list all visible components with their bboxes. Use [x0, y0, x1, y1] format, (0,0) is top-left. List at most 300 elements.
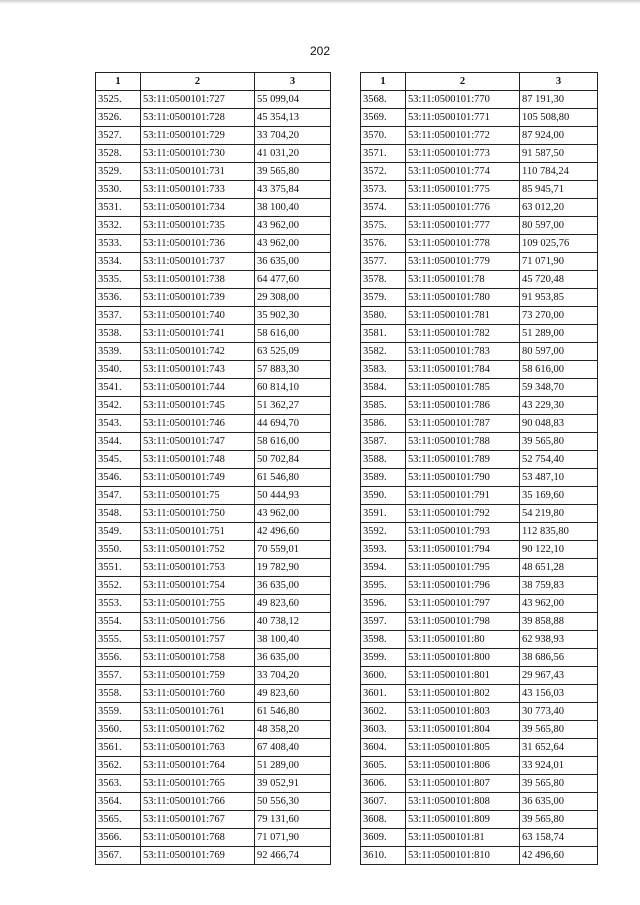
cadastral-value: 90 048,83 — [520, 415, 598, 433]
row-number: 3606. — [361, 775, 406, 793]
cadastral-value: 42 496,60 — [520, 847, 598, 865]
cadastral-number: 53:11:0500101:806 — [406, 757, 520, 775]
cadastral-value: 70 559,01 — [255, 541, 331, 559]
cadastral-value: 50 444,93 — [255, 487, 331, 505]
cadastral-value: 80 597,00 — [520, 217, 598, 235]
table-row — [96, 307, 331, 325]
table-row — [96, 613, 331, 631]
row-number: 3537. — [96, 307, 141, 325]
cadastral-table-right — [360, 72, 598, 865]
row-number: 3580. — [361, 307, 406, 325]
row-number: 3578. — [361, 271, 406, 289]
cadastral-number: 53:11:0500101:770 — [406, 91, 520, 109]
row-number: 3546. — [96, 469, 141, 487]
table-row — [96, 793, 331, 811]
cadastral-value: 33 924,01 — [520, 757, 598, 775]
table-row — [96, 181, 331, 199]
cadastral-number: 53:11:0500101:765 — [141, 775, 255, 793]
cadastral-number: 53:11:0500101:798 — [406, 613, 520, 631]
cadastral-value: 53 487,10 — [520, 469, 598, 487]
cadastral-number: 53:11:0500101:731 — [141, 163, 255, 181]
row-number: 3600. — [361, 667, 406, 685]
cadastral-value: 36 635,00 — [520, 793, 598, 811]
row-number: 3571. — [361, 145, 406, 163]
scan-top-edge — [0, 0, 640, 4]
cadastral-number: 53:11:0500101:782 — [406, 325, 520, 343]
cadastral-value: 19 782,90 — [255, 559, 331, 577]
cadastral-number: 53:11:0500101:730 — [141, 145, 255, 163]
row-number: 3539. — [96, 343, 141, 361]
cadastral-number: 53:11:0500101:771 — [406, 109, 520, 127]
cadastral-number: 53:11:0500101:735 — [141, 217, 255, 235]
cadastral-number: 53:11:0500101:775 — [406, 181, 520, 199]
cadastral-value: 39 565,80 — [520, 433, 598, 451]
table-row — [96, 127, 331, 145]
cadastral-number: 53:11:0500101:727 — [141, 91, 255, 109]
cadastral-number: 53:11:0500101:81 — [406, 829, 520, 847]
table-row — [96, 433, 331, 451]
cadastral-number: 53:11:0500101:787 — [406, 415, 520, 433]
row-number: 3544. — [96, 433, 141, 451]
cadastral-number: 53:11:0500101:793 — [406, 523, 520, 541]
row-number: 3599. — [361, 649, 406, 667]
cadastral-number: 53:11:0500101:743 — [141, 361, 255, 379]
row-number: 3554. — [96, 613, 141, 631]
cadastral-value: 40 738,12 — [255, 613, 331, 631]
cadastral-number: 53:11:0500101:803 — [406, 703, 520, 721]
row-number: 3562. — [96, 757, 141, 775]
row-number: 3549. — [96, 523, 141, 541]
cadastral-number: 53:11:0500101:737 — [141, 253, 255, 271]
cadastral-value: 36 635,00 — [255, 577, 331, 595]
row-number: 3585. — [361, 397, 406, 415]
cadastral-number: 53:11:0500101:766 — [141, 793, 255, 811]
cadastral-number: 53:11:0500101:734 — [141, 199, 255, 217]
cadastral-value: 43 375,84 — [255, 181, 331, 199]
cadastral-value: 112 835,80 — [520, 523, 598, 541]
cadastral-value: 45 354,13 — [255, 109, 331, 127]
table-row — [96, 271, 331, 289]
cadastral-value: 87 924,00 — [520, 127, 598, 145]
cadastral-number: 53:11:0500101:800 — [406, 649, 520, 667]
table-row — [361, 343, 598, 361]
cadastral-value: 36 635,00 — [255, 649, 331, 667]
table-row — [361, 379, 598, 397]
cadastral-value: 58 616,00 — [255, 325, 331, 343]
cadastral-value: 51 289,00 — [255, 757, 331, 775]
table-row — [96, 415, 331, 433]
row-number: 3581. — [361, 325, 406, 343]
table-row — [361, 649, 598, 667]
row-number: 3575. — [361, 217, 406, 235]
cadastral-value: 58 616,00 — [255, 433, 331, 451]
cadastral-number: 53:11:0500101:763 — [141, 739, 255, 757]
row-number: 3583. — [361, 361, 406, 379]
cadastral-number: 53:11:0500101:796 — [406, 577, 520, 595]
cadastral-value: 30 773,40 — [520, 703, 598, 721]
table-row — [96, 757, 331, 775]
cadastral-number: 53:11:0500101:778 — [406, 235, 520, 253]
row-number: 3589. — [361, 469, 406, 487]
cadastral-number: 53:11:0500101:783 — [406, 343, 520, 361]
cadastral-number: 53:11:0500101:797 — [406, 595, 520, 613]
row-number: 3592. — [361, 523, 406, 541]
row-number: 3605. — [361, 757, 406, 775]
row-number: 3586. — [361, 415, 406, 433]
table-row — [96, 325, 331, 343]
cadastral-number: 53:11:0500101:753 — [141, 559, 255, 577]
cadastral-value: 50 702,84 — [255, 451, 331, 469]
row-number: 3610. — [361, 847, 406, 865]
cadastral-value: 38 686,56 — [520, 649, 598, 667]
cadastral-number: 53:11:0500101:760 — [141, 685, 255, 703]
row-number: 3588. — [361, 451, 406, 469]
cadastral-number: 53:11:0500101:802 — [406, 685, 520, 703]
row-number: 3564. — [96, 793, 141, 811]
cadastral-number: 53:11:0500101:744 — [141, 379, 255, 397]
row-number: 3551. — [96, 559, 141, 577]
table-row — [96, 847, 331, 865]
header-col-2: 2 — [141, 73, 255, 91]
table-row — [96, 775, 331, 793]
cadastral-value: 109 025,76 — [520, 235, 598, 253]
row-number: 3540. — [96, 361, 141, 379]
cadastral-number: 53:11:0500101:747 — [141, 433, 255, 451]
table-row — [96, 343, 331, 361]
row-number: 3534. — [96, 253, 141, 271]
table-row — [361, 469, 598, 487]
row-number: 3573. — [361, 181, 406, 199]
cadastral-value: 41 031,20 — [255, 145, 331, 163]
table-row — [361, 235, 598, 253]
table-row — [96, 469, 331, 487]
cadastral-value: 91 953,85 — [520, 289, 598, 307]
cadastral-value: 57 883,30 — [255, 361, 331, 379]
table-row — [96, 739, 331, 757]
cadastral-number: 53:11:0500101:761 — [141, 703, 255, 721]
cadastral-value: 38 759,83 — [520, 577, 598, 595]
cadastral-number: 53:11:0500101:752 — [141, 541, 255, 559]
table-row — [361, 739, 598, 757]
cadastral-value: 49 823,60 — [255, 685, 331, 703]
table-row — [361, 577, 598, 595]
cadastral-value: 43 962,00 — [255, 505, 331, 523]
row-number: 3566. — [96, 829, 141, 847]
row-number: 3572. — [361, 163, 406, 181]
cadastral-number: 53:11:0500101:780 — [406, 289, 520, 307]
table-row — [361, 163, 598, 181]
row-number: 3535. — [96, 271, 141, 289]
table-header-row — [361, 73, 598, 91]
cadastral-number: 53:11:0500101:733 — [141, 181, 255, 199]
row-number: 3590. — [361, 487, 406, 505]
row-number: 3570. — [361, 127, 406, 145]
cadastral-number: 53:11:0500101:772 — [406, 127, 520, 145]
cadastral-number: 53:11:0500101:773 — [406, 145, 520, 163]
row-number: 3560. — [96, 721, 141, 739]
cadastral-value: 39 565,80 — [520, 775, 598, 793]
table-row — [96, 703, 331, 721]
table-row — [96, 559, 331, 577]
cadastral-number: 53:11:0500101:740 — [141, 307, 255, 325]
table-row — [96, 397, 331, 415]
cadastral-value: 51 289,00 — [520, 325, 598, 343]
cadastral-number: 53:11:0500101:751 — [141, 523, 255, 541]
row-number: 3568. — [361, 91, 406, 109]
row-number: 3598. — [361, 631, 406, 649]
table-header-row — [96, 73, 331, 91]
table-row — [96, 379, 331, 397]
cadastral-value: 91 587,50 — [520, 145, 598, 163]
cadastral-value: 63 525,09 — [255, 343, 331, 361]
table-row — [361, 145, 598, 163]
cadastral-number: 53:11:0500101:729 — [141, 127, 255, 145]
cadastral-number: 53:11:0500101:785 — [406, 379, 520, 397]
cadastral-number: 53:11:0500101:762 — [141, 721, 255, 739]
row-number: 3557. — [96, 667, 141, 685]
table-row — [96, 685, 331, 703]
cadastral-number: 53:11:0500101:792 — [406, 505, 520, 523]
cadastral-number: 53:11:0500101:809 — [406, 811, 520, 829]
cadastral-value: 60 814,10 — [255, 379, 331, 397]
cadastral-value: 92 466,74 — [255, 847, 331, 865]
cadastral-value: 29 308,00 — [255, 289, 331, 307]
cadastral-number: 53:11:0500101:750 — [141, 505, 255, 523]
cadastral-value: 39 565,80 — [255, 163, 331, 181]
row-number: 3609. — [361, 829, 406, 847]
table-row — [361, 487, 598, 505]
table-row — [361, 775, 598, 793]
row-number: 3538. — [96, 325, 141, 343]
cadastral-value: 61 546,80 — [255, 469, 331, 487]
table-row — [361, 505, 598, 523]
table-row — [361, 595, 598, 613]
table-row — [96, 109, 331, 127]
cadastral-value: 67 408,40 — [255, 739, 331, 757]
row-number: 3607. — [361, 793, 406, 811]
row-number: 3543. — [96, 415, 141, 433]
row-number: 3532. — [96, 217, 141, 235]
cadastral-number: 53:11:0500101:805 — [406, 739, 520, 757]
cadastral-value: 110 784,24 — [520, 163, 598, 181]
table-row — [361, 847, 598, 865]
cadastral-value: 38 100,40 — [255, 631, 331, 649]
cadastral-value: 48 358,20 — [255, 721, 331, 739]
table-row — [361, 433, 598, 451]
table-row — [361, 181, 598, 199]
table-row — [96, 487, 331, 505]
row-number: 3529. — [96, 163, 141, 181]
cadastral-number: 53:11:0500101:788 — [406, 433, 520, 451]
table-row — [361, 361, 598, 379]
cadastral-value: 61 546,80 — [255, 703, 331, 721]
row-number: 3528. — [96, 145, 141, 163]
cadastral-number: 53:11:0500101:807 — [406, 775, 520, 793]
cadastral-number: 53:11:0500101:739 — [141, 289, 255, 307]
table-row — [96, 217, 331, 235]
cadastral-value: 87 191,30 — [520, 91, 598, 109]
cadastral-value: 43 156,03 — [520, 685, 598, 703]
cadastral-value: 43 962,00 — [520, 595, 598, 613]
row-number: 3591. — [361, 505, 406, 523]
cadastral-number: 53:11:0500101:736 — [141, 235, 255, 253]
row-number: 3587. — [361, 433, 406, 451]
cadastral-value: 62 938,93 — [520, 631, 598, 649]
cadastral-number: 53:11:0500101:738 — [141, 271, 255, 289]
table-row — [96, 631, 331, 649]
row-number: 3526. — [96, 109, 141, 127]
cadastral-value: 39 565,80 — [520, 811, 598, 829]
cadastral-value: 71 071,90 — [520, 253, 598, 271]
cadastral-number: 53:11:0500101:776 — [406, 199, 520, 217]
cadastral-number: 53:11:0500101:786 — [406, 397, 520, 415]
table-row — [361, 559, 598, 577]
table-row — [96, 505, 331, 523]
cadastral-value: 48 651,28 — [520, 559, 598, 577]
page-number: 202 — [309, 44, 331, 58]
table-row — [96, 523, 331, 541]
cadastral-number: 53:11:0500101:789 — [406, 451, 520, 469]
header-col-3: 3 — [255, 73, 331, 91]
cadastral-value: 54 219,80 — [520, 505, 598, 523]
row-number: 3577. — [361, 253, 406, 271]
row-number: 3547. — [96, 487, 141, 505]
row-number: 3556. — [96, 649, 141, 667]
cadastral-number: 53:11:0500101:745 — [141, 397, 255, 415]
row-number: 3569. — [361, 109, 406, 127]
row-number: 3584. — [361, 379, 406, 397]
row-number: 3597. — [361, 613, 406, 631]
row-number: 3603. — [361, 721, 406, 739]
table-row — [96, 199, 331, 217]
cadastral-value: 80 597,00 — [520, 343, 598, 361]
cadastral-value: 51 362,27 — [255, 397, 331, 415]
row-number: 3594. — [361, 559, 406, 577]
cadastral-number: 53:11:0500101:767 — [141, 811, 255, 829]
cadastral-value: 58 616,00 — [520, 361, 598, 379]
cadastral-number: 53:11:0500101:779 — [406, 253, 520, 271]
row-number: 3561. — [96, 739, 141, 757]
cadastral-number: 53:11:0500101:75 — [141, 487, 255, 505]
row-number: 3548. — [96, 505, 141, 523]
table-row — [96, 91, 331, 109]
cadastral-value: 42 496,60 — [255, 523, 331, 541]
row-number: 3596. — [361, 595, 406, 613]
table-row — [361, 397, 598, 415]
table-row — [96, 145, 331, 163]
table-row — [361, 613, 598, 631]
row-number: 3593. — [361, 541, 406, 559]
table-row — [96, 721, 331, 739]
table-row — [361, 199, 598, 217]
row-number: 3602. — [361, 703, 406, 721]
table-row — [361, 829, 598, 847]
table-row — [96, 829, 331, 847]
cadastral-number: 53:11:0500101:759 — [141, 667, 255, 685]
row-number: 3558. — [96, 685, 141, 703]
row-number: 3545. — [96, 451, 141, 469]
cadastral-value: 36 635,00 — [255, 253, 331, 271]
cadastral-number: 53:11:0500101:810 — [406, 847, 520, 865]
table-row — [96, 451, 331, 469]
table-row — [361, 793, 598, 811]
cadastral-number: 53:11:0500101:80 — [406, 631, 520, 649]
row-number: 3582. — [361, 343, 406, 361]
table-row — [361, 667, 598, 685]
cadastral-number: 53:11:0500101:784 — [406, 361, 520, 379]
row-number: 3531. — [96, 199, 141, 217]
table-row — [96, 541, 331, 559]
cadastral-value: 52 754,40 — [520, 451, 598, 469]
cadastral-value: 55 099,04 — [255, 91, 331, 109]
cadastral-value: 39 565,80 — [520, 721, 598, 739]
table-row — [361, 541, 598, 559]
row-number: 3550. — [96, 541, 141, 559]
cadastral-number: 53:11:0500101:769 — [141, 847, 255, 865]
row-number: 3601. — [361, 685, 406, 703]
table-row — [361, 757, 598, 775]
table-row — [361, 811, 598, 829]
cadastral-value: 64 477,60 — [255, 271, 331, 289]
table-row — [361, 217, 598, 235]
cadastral-number: 53:11:0500101:728 — [141, 109, 255, 127]
cadastral-value: 43 962,00 — [255, 235, 331, 253]
cadastral-value: 39 858,88 — [520, 613, 598, 631]
row-number: 3552. — [96, 577, 141, 595]
cadastral-number: 53:11:0500101:768 — [141, 829, 255, 847]
row-number: 3541. — [96, 379, 141, 397]
header-col-1: 1 — [361, 73, 406, 91]
table-row — [361, 703, 598, 721]
table-row — [96, 595, 331, 613]
cadastral-number: 53:11:0500101:804 — [406, 721, 520, 739]
cadastral-value: 45 720,48 — [520, 271, 598, 289]
cadastral-value: 39 052,91 — [255, 775, 331, 793]
cadastral-number: 53:11:0500101:754 — [141, 577, 255, 595]
cadastral-value: 73 270,00 — [520, 307, 598, 325]
table-row — [361, 721, 598, 739]
table-row — [361, 91, 598, 109]
cadastral-number: 53:11:0500101:791 — [406, 487, 520, 505]
cadastral-number: 53:11:0500101:742 — [141, 343, 255, 361]
table-row — [361, 685, 598, 703]
row-number: 3533. — [96, 235, 141, 253]
cadastral-value: 33 704,20 — [255, 127, 331, 145]
row-number: 3576. — [361, 235, 406, 253]
cadastral-number: 53:11:0500101:741 — [141, 325, 255, 343]
table-row — [96, 289, 331, 307]
cadastral-number: 53:11:0500101:794 — [406, 541, 520, 559]
cadastral-value: 35 902,30 — [255, 307, 331, 325]
cadastral-value: 71 071,90 — [255, 829, 331, 847]
row-number: 3595. — [361, 577, 406, 595]
cadastral-value: 105 508,80 — [520, 109, 598, 127]
cadastral-value: 44 694,70 — [255, 415, 331, 433]
cadastral-value: 38 100,40 — [255, 199, 331, 217]
table-row — [361, 253, 598, 271]
cadastral-number: 53:11:0500101:755 — [141, 595, 255, 613]
table-row — [361, 289, 598, 307]
cadastral-table-left — [95, 72, 331, 865]
table-row — [361, 109, 598, 127]
table-row — [96, 649, 331, 667]
cadastral-value: 33 704,20 — [255, 667, 331, 685]
row-number: 3555. — [96, 631, 141, 649]
table-row — [361, 307, 598, 325]
table-row — [96, 361, 331, 379]
table-row — [361, 325, 598, 343]
table-row — [96, 163, 331, 181]
